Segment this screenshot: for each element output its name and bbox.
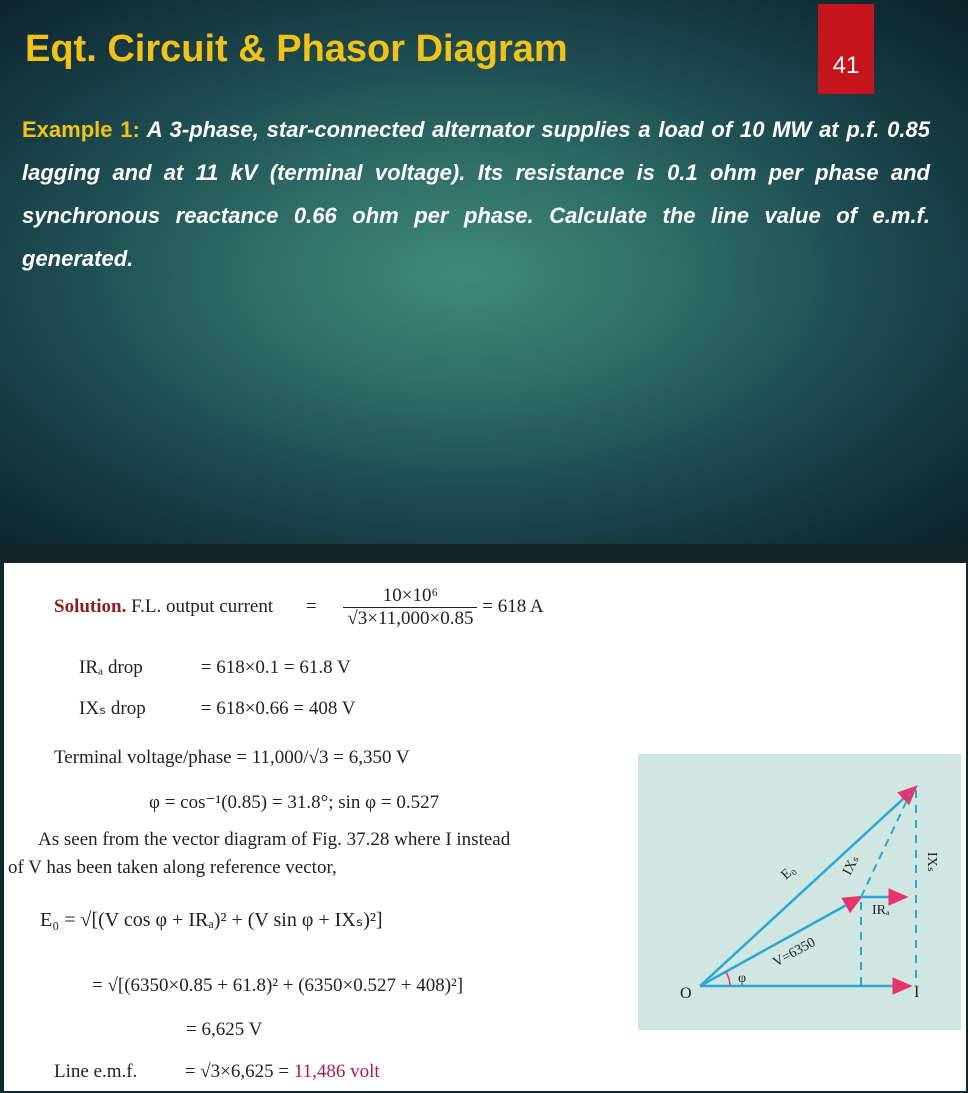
ir-drop-label: IRₐ drop [79, 657, 143, 678]
line-emf-result: 11,486 volt [293, 1061, 380, 1082]
origin-label: O [680, 985, 692, 1002]
solution-panel [4, 563, 966, 1091]
line-emf-label: Line e.m.f. [54, 1061, 138, 1082]
e0-result: = 6,625 V [186, 1019, 263, 1040]
phasor-diagram [638, 754, 961, 1030]
current-numerator: 10×10⁶ [343, 585, 477, 608]
ix-drop-value: = 618×0.66 = 408 V [200, 698, 356, 719]
output-current-line [54, 585, 544, 630]
current-result: = 618 A [482, 595, 544, 617]
current-denominator: √3×11,000×0.85 [347, 608, 474, 629]
page-title: Eqt. Circuit & Phasor Diagram [25, 28, 568, 70]
ixs-side-label: IXₛ [924, 852, 939, 872]
ir-drop-value: = 618×0.1 = 61.8 V [200, 657, 351, 678]
line-emf-expression: = √3×6,625 = [184, 1061, 290, 1082]
e0-substitution: = √[(6350×0.85 + 61.8)² + (6350×0.527 + 408)²] [92, 975, 464, 996]
ix-drop-label: IXₛ drop [79, 698, 146, 719]
current-label: F.L. output current [131, 595, 274, 617]
phi-arc [726, 972, 730, 986]
example-label: Example 1: [22, 117, 140, 142]
phasor-svg [638, 754, 961, 1030]
text-line-1: As seen from the vector diagram of Fig. 37.28 where I instead [38, 829, 511, 850]
terminal-voltage: Terminal voltage/phase = 11,000/√3 = 6,350 V [54, 747, 410, 768]
i-label: I [914, 984, 920, 1001]
ir-drop-line [79, 657, 351, 679]
example-problem [22, 108, 930, 280]
page-number-badge [818, 4, 874, 94]
e0-label: E₀ [778, 862, 799, 883]
equals-sign: = [305, 595, 317, 617]
e0-formula: E₀ = √[(V cos φ + IRₐ)² + (V sin φ + IXₛ)²] [40, 909, 383, 931]
e0-vector [700, 787, 916, 986]
phi-line: φ = cos⁻¹(0.85) = 31.8°; sin φ = 0.527 [149, 792, 440, 813]
text-line-2: of V has been taken along reference vector, [8, 857, 337, 878]
solution-label: Solution. [54, 595, 127, 617]
line-emf [54, 1061, 380, 1083]
v-label: V=6350 [770, 935, 819, 971]
ixs-label: IXₛ [840, 853, 863, 878]
ixs-vector [861, 794, 910, 897]
ira-label: IRₐ [872, 903, 890, 918]
page-number: 41 [832, 52, 860, 79]
divider [0, 544, 968, 564]
current-fraction [343, 585, 477, 630]
example-text: A 3-phase, star-connected alternator supplies a load of 10 MW at p.f. 0.85 lagging and at 11 kV (terminal voltage). Its resistance is 0.1 ohm per phase and synchronous reactance 0.66 ohm per phase. Calculate the line value of e.m.f. generated. [22, 117, 930, 271]
phi-label: φ [738, 971, 747, 986]
ix-drop-line [79, 697, 356, 720]
